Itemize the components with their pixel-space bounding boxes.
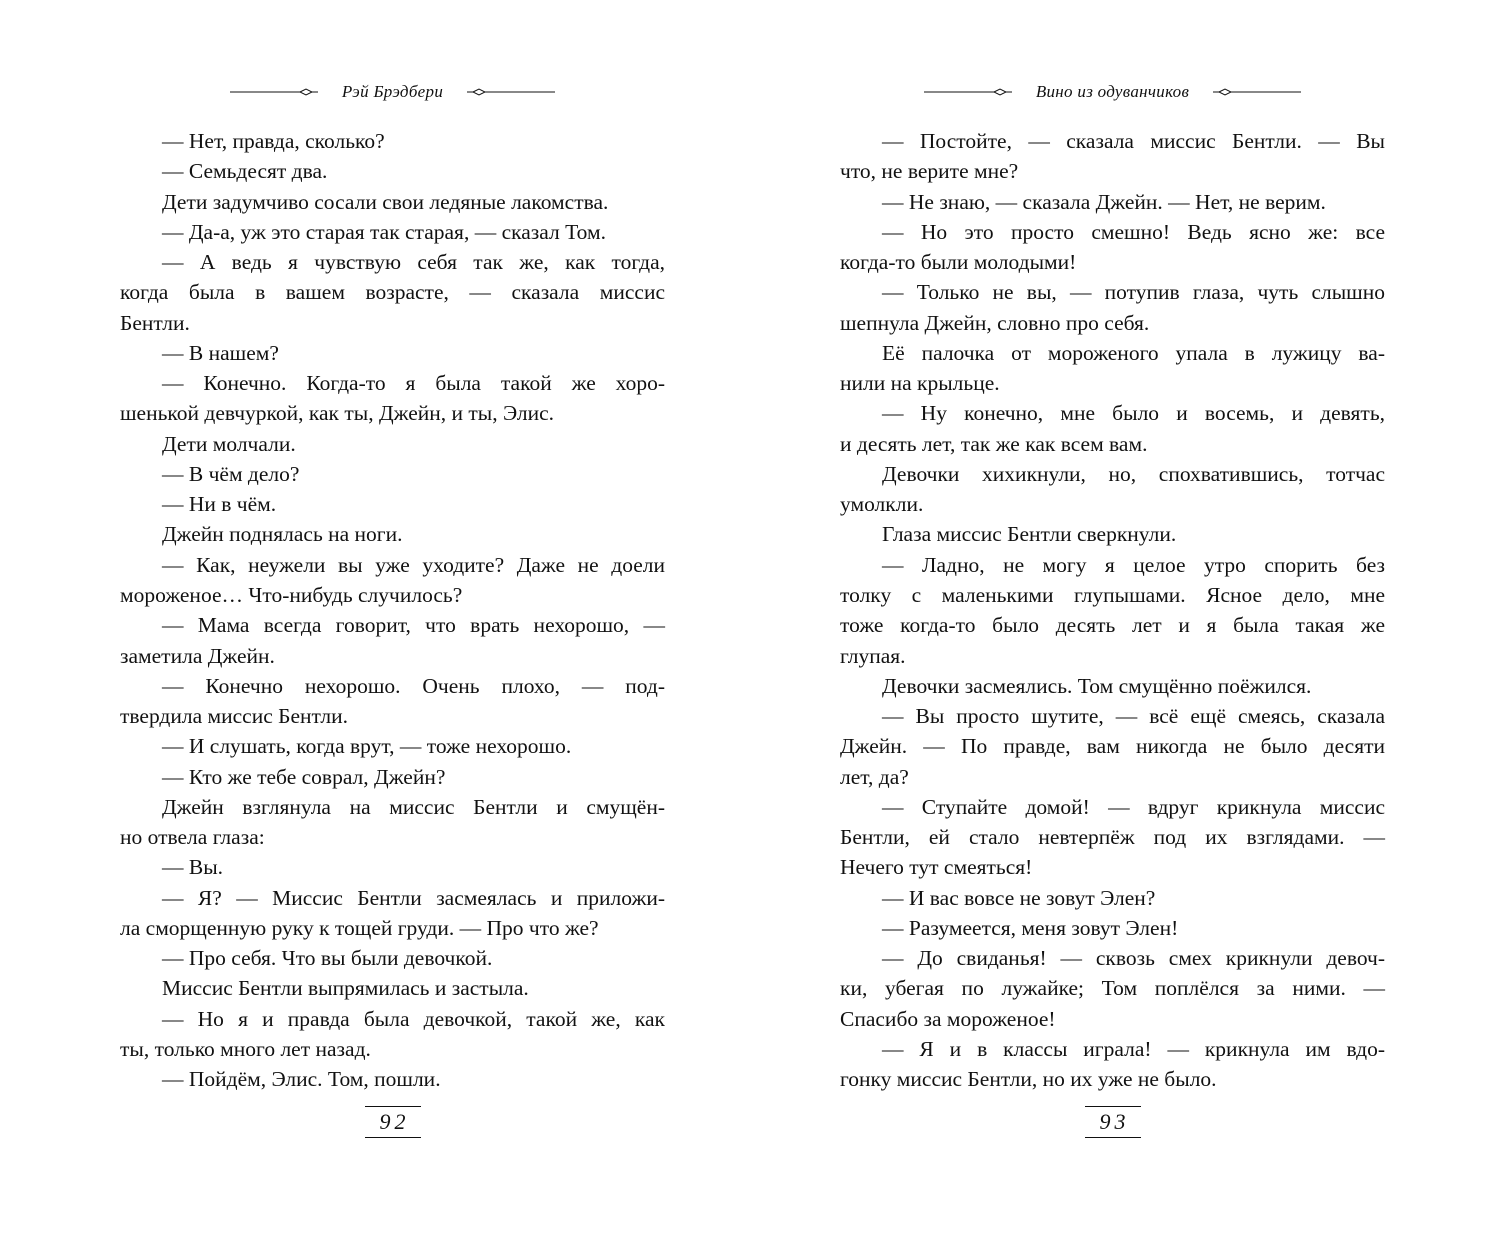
page-number-left: [120, 1106, 665, 1138]
text-line: ты, только много лет назад.: [120, 1036, 371, 1061]
ornament-left-icon: [924, 87, 1014, 97]
text-line: — А ведь я чувствую себя так же, как тогда,: [162, 250, 665, 275]
text-line: — Постойте, — сказала миссис Бентли. — Вы: [882, 129, 1385, 153]
text-line: Джейн поднялась на ноги.: [162, 522, 403, 547]
text-line: когда-то были молодыми!: [840, 250, 1077, 275]
text-line: Миссис Бентли выпрямилась и застыла.: [162, 976, 529, 1001]
text-line: мороженое… Что-нибудь случилось?: [120, 582, 463, 607]
running-head-left: [120, 82, 665, 102]
text-line: гонку миссис Бентли, но их уже не было.: [840, 1067, 1217, 1092]
text-line: — В чём дело?: [162, 461, 300, 486]
book-title: Вино из одуванчиков: [1035, 82, 1190, 101]
text-line: Бентли, ей стало невтерпёж под их взглядами. —: [840, 825, 1385, 850]
left-page: [120, 0, 665, 1241]
text-line: — Вы просто шутите, — всё ещё смеясь, сказала: [882, 704, 1385, 729]
page-number-right: [840, 1106, 1385, 1138]
text-line: — Разумеется, меня зовут Элен!: [882, 915, 1179, 940]
ornament-right-icon: [1211, 87, 1301, 97]
running-head-right: [840, 82, 1385, 102]
text-line: — Как, неужели вы уже уходите? Даже не доели: [162, 552, 665, 577]
text-line: нили на крыльце.: [840, 371, 1000, 396]
text-line: шепнула Джейн, словно про себя.: [840, 310, 1150, 335]
text-line: — Я? — Миссис Бентли засмеялась и приложи-: [162, 885, 665, 910]
text-line: лет, да?: [840, 764, 909, 789]
text-line: Джейн. — По правде, вам никогда не было десяти: [840, 734, 1385, 759]
text-line: Бентли.: [120, 310, 190, 335]
text-line: умолкли.: [840, 492, 924, 517]
text-line: — Да-а, уж это старая так старая, — сказал Том.: [162, 219, 606, 244]
right-page-text: [840, 126, 1385, 1095]
text-line: Дети молчали.: [162, 431, 296, 456]
text-line: Её палочка от мороженого упала в лужицу ва-: [882, 340, 1385, 365]
text-line: Девочки хихикнули, но, спохватившись, тотчас: [882, 461, 1385, 486]
text-line: — Мама всегда говорит, что врать нехорошо, —: [162, 613, 665, 638]
author-name: Рэй Брэдбери: [341, 82, 444, 101]
page-number: 92: [379, 1109, 410, 1134]
ornament-right-icon: [465, 87, 555, 97]
text-line: твердила миссис Бентли.: [120, 704, 349, 729]
folio-rule-bottom: [1085, 1137, 1141, 1138]
text-line: — Вы.: [162, 855, 224, 880]
text-line: — Ладно, не могу я целое утро спорить без: [882, 552, 1385, 577]
text-line: когда была в вашем возрасте, — сказала миссис: [120, 280, 665, 305]
page-number: 93: [1099, 1109, 1130, 1134]
right-page: [840, 0, 1385, 1241]
text-line: — Конечно нехорошо. Очень плохо, — под-: [162, 673, 665, 698]
text-line: — И вас вовсе не зовут Элен?: [882, 885, 1156, 910]
text-line: — Пойдём, Элис. Том, пошли.: [162, 1067, 441, 1092]
text-line: и десять лет, так же как всем вам.: [840, 431, 1148, 456]
text-line: — И слушать, когда врут, — тоже нехорошо.: [162, 734, 572, 759]
text-line: — В нашем?: [162, 340, 279, 365]
text-line: Спасибо за мороженое!: [840, 1006, 1056, 1031]
text-line: — Ни в чём.: [162, 492, 277, 517]
text-line: тоже когда-то было десять лет и я была такая же: [840, 613, 1385, 638]
text-line: Дети задумчиво сосали свои ледяные лакомства.: [162, 189, 609, 214]
text-line: — Но я и правда была девочкой, такой же, как: [162, 1006, 665, 1031]
folio-rule-bottom: [365, 1137, 421, 1138]
text-line: — До свиданья! — сквозь смех крикнули девоч-: [882, 946, 1385, 971]
text-line: Девочки засмеялись. Том смущённо поёжился.: [882, 673, 1312, 698]
text-line: — Я и в классы играла! — крикнула им вдо-: [882, 1036, 1385, 1061]
text-line: — Конечно. Когда-то я была такой же хоро-: [162, 371, 665, 396]
ornament-left-icon: [230, 87, 320, 97]
text-line: — Ступайте домой! — вдруг крикнула миссис: [882, 794, 1385, 819]
text-line: толку с маленькими глупышами. Ясное дело, мне: [840, 582, 1385, 607]
text-line: Глаза миссис Бентли сверкнули.: [882, 522, 1177, 547]
text-line: — Про себя. Что вы были девочкой.: [162, 946, 493, 971]
text-line: — Семьдесят два.: [162, 159, 328, 184]
text-line: ла сморщенную руку к тощей груди. — Про что же?: [120, 915, 599, 940]
text-line: шенькой девчуркой, как ты, Джейн, и ты, Элис.: [120, 401, 555, 426]
left-page-text: [120, 126, 665, 1095]
text-line: — Нет, правда, сколько?: [162, 129, 385, 153]
text-line: заметила Джейн.: [120, 643, 275, 668]
text-line: ки, убегая по лужайке; Том поплёлся за ними. —: [840, 976, 1385, 1001]
text-line: — Кто же тебе соврал, Джейн?: [162, 764, 446, 789]
text-line: — Но это просто смешно! Ведь ясно же: все: [882, 219, 1385, 244]
text-line: что, не верите мне?: [840, 159, 1019, 184]
text-line: Джейн взглянула на миссис Бентли и смущён-: [162, 794, 665, 819]
text-line: но отвела глаза:: [120, 825, 265, 850]
text-line: — Только не вы, — потупив глаза, чуть слышно: [882, 280, 1385, 305]
text-line: — Не знаю, — сказала Джейн. — Нет, не верим.: [882, 189, 1326, 214]
text-line: Нечего тут смеяться!: [840, 855, 1033, 880]
text-line: — Ну конечно, мне было и восемь, и девять,: [882, 401, 1385, 426]
text-line: глупая.: [840, 643, 906, 668]
